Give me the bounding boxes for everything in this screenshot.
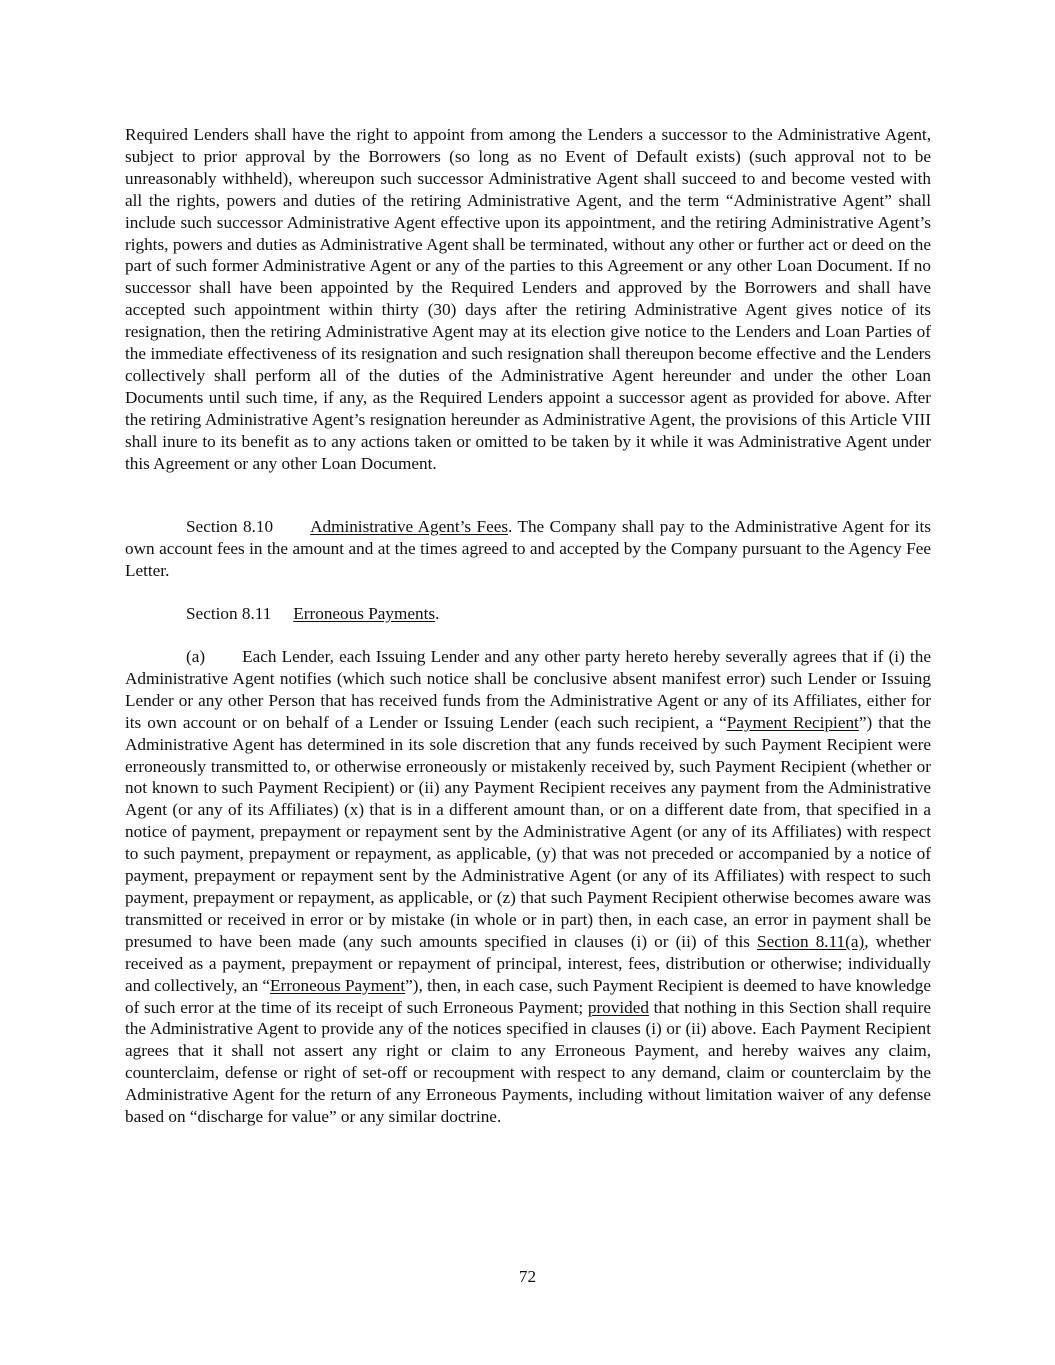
section-8-11-heading-line [125, 603, 931, 625]
page-number: 72 [518, 1267, 537, 1286]
section-cross-reference: Section 8.11(a) [757, 931, 865, 951]
clause-text-part: ”) that the Administrative Agent has determined in its sole discretion that any funds received by such Payment Recipient were erroneously transmitted to, or otherwise erroneously or mistakenly received by, such Payment Recipient (whether or not known to such Payment Recipient) or (ii) any Payment Recipient receives any payment from the Administrative Agent (or any of its Affiliates) (x) that is in a different amount than, or on a different date from, that specified in a notice of payment, prepayment or repayment sent by the Administrative Agent (or any of its Affiliates) with respect to such payment, prepayment or repayment, as applicable, (y) that was not preceded or accompanied by a notice of payment, prepayment or repayment sent by the Administrative Agent (or any of its Affiliates) with respect to such payment, prepayment or repayment, as applicable, or (z) that such Payment Recipient otherwise becomes aware was transmitted or received in error or by mistake (in whole or in part) then, in each case, an error in payment shall be presumed to have been made (any such amounts specified in clauses (i) or (ii) of this [125, 712, 932, 951]
clause-text-part: Each Lender, each Issuing Lender and any other party hereto hereby severally agrees that if (i) the Administrative Agent notifies (which such notice shall be conclusive absent manifest error) such Lender or Issuing Lender or any other Person that has received funds from the Administrative Agent or any of its Affiliates, either for its own account or on behalf of a Lender or Issuing Lender (each such recipient, a “ [125, 647, 931, 732]
paragraph-successor-agent: Required Lenders shall have the right to appoint from among the Lenders a successor to the Administrative Agent, subject to prior approval by the Borrowers (so long as no Event of Default exists) (such approval not to be unreasonably withheld), whereupon such successor Administrative Agent shall succeed to and become vested with all the rights, powers and duties of the retiring Administrative Agent, and the term “Administrative Agent” shall include such successor Administrative Agent effective upon its appointment, and the retiring Administrative Agent’s rights, powers and duties as Administrative Agent shall be terminated, without any other or further act or deed on the part of such former Administrative Agent or any of the parties to this Agreement or any other Loan Document. If no successor shall have been appointed by the Required Lenders and approved by the Borrowers and shall have accepted such appointment within thirty (30) days after the retiring Administrative Agent gives notice of its resignation, then the retiring Administrative Agent may at its election give notice to the Lenders and Loan Parties of the immediate effectiveness of its resignation and such resignation shall thereupon become effective and the Lenders collectively shall perform all of the duties of the Administrative Agent hereunder and under the other Loan Documents until such time, if any, as the Required Lenders appoint a successor agent as provided for above. After the retiring Administrative Agent’s resignation hereunder as Administrative Agent, the provisions of this Article VIII shall inure to its benefit as to any actions taken or omitted to be taken by it while it was Administrative Agent under this Agreement or any other Loan Document. [125, 125, 931, 473]
clause-text-part: that nothing in this Section shall require the Administrative Agent to provide any of the notices specified in clauses (i) or (ii) above. Each Payment Recipient agrees that it shall not assert any right or claim to any Erroneous Payment, and hereby waives any claim, counterclaim, defense or right of set-off or recoupment with respect to any demand, claim or counterclaim by the Administrative Agent for the return of any Erroneous Payments, including without limitation waiver of any defense based on “discharge for value” or any similar doctrine. [125, 997, 931, 1127]
section-heading: Administrative Agent’s Fees [310, 517, 509, 536]
clause-text-part: , whether received as a payment, prepayment or repayment of principal, interest, fees, distribution or otherwise; individually and collectively, an “ [125, 931, 931, 995]
section-body: The Company shall pay to the Administrative Agent for its own account fees in the amount and at the times agreed to and accepted by the Company pursuant to the Agency Fee Letter. [125, 517, 931, 580]
clause-a-paragraph [125, 646, 931, 1128]
heading-period: . [508, 517, 513, 536]
defined-term-erroneous-payment: Erroneous Payment [270, 975, 406, 995]
section-heading: Erroneous Payments [293, 604, 436, 623]
section-number: Section 8.11 [186, 604, 272, 623]
clause-label: (a) [186, 647, 206, 666]
section-number: Section 8.10 [186, 517, 274, 536]
section-8-10-paragraph [125, 516, 931, 582]
term-provided: provided [587, 997, 649, 1017]
defined-term-payment-recipient: Payment Recipient [726, 712, 859, 732]
clause-text-part: ”), then, in each case, such Payment Recipient is deemed to have knowledge of such error at the time of its receipt of such Erroneous Payment; [125, 975, 931, 1017]
heading-period: . [435, 604, 440, 623]
